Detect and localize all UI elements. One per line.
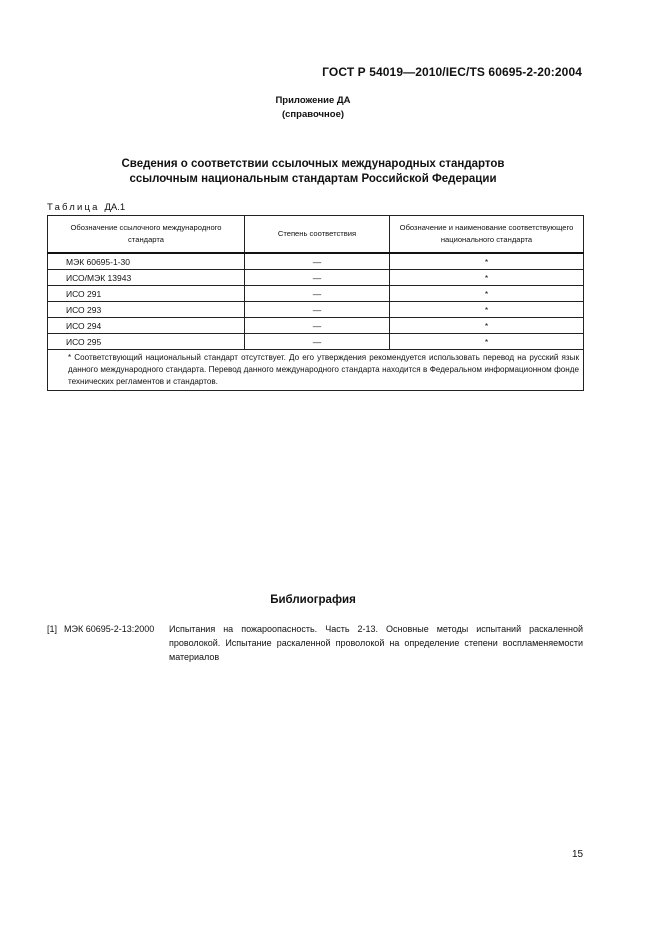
cell-degree: — [245, 318, 390, 334]
section-title-line-1: Сведения о соответствии ссылочных международных стандартов [121, 158, 505, 170]
cell-national: * [390, 286, 584, 302]
cell-standard: МЭК 60695-1-30 [48, 253, 245, 270]
appendix-title: Приложение ДА [275, 95, 351, 106]
table-row [48, 334, 584, 350]
cell-standard: ИСО 293 [48, 302, 245, 318]
correspondence-table [47, 215, 584, 391]
header-international-standard: Обозначение ссылочного международного стандарта [48, 216, 245, 254]
page-number: 15 [572, 849, 584, 860]
table-note-row [48, 350, 584, 391]
table-footnote-text: * Соответствующий национальный стандарт отсутствует. До его утверждения рекомендуется использовать перевод на русский язык данного международного стандарта. Перевод данного международного стандарта находится в Федеральном информационном фонде технических регламентов и стандартов. [68, 353, 579, 386]
cell-degree: — [245, 302, 390, 318]
cell-standard: ИСО 294 [48, 318, 245, 334]
standard-code-header: ГОСТ Р 54019—2010/IEC/TS 60695-2-20:2004 [322, 65, 582, 79]
cell-standard: ИСО 295 [48, 334, 245, 350]
bibliography-ref-code: МЭК 60695-2-13:2000 [64, 624, 155, 634]
cell-degree: — [245, 270, 390, 286]
cell-national: * [390, 253, 584, 270]
section-title [0, 157, 626, 187]
header-national-standard: Обозначение и наименование соответствующего национального стандарта [390, 216, 584, 254]
cell-standard: ИСО 291 [48, 286, 245, 302]
cell-national: * [390, 302, 584, 318]
cell-degree: — [245, 286, 390, 302]
table-row [48, 253, 584, 270]
table-row [48, 286, 584, 302]
table-row [48, 318, 584, 334]
appendix-heading [0, 94, 626, 122]
cell-national: * [390, 270, 584, 286]
cell-national: * [390, 318, 584, 334]
appendix-subtitle: (справочное) [281, 109, 345, 120]
bibliography-ref-number: [1] [47, 624, 58, 634]
cell-standard: ИСО/МЭК 13943 [48, 270, 245, 286]
header-degree: Степень соответствия [245, 216, 390, 254]
table-caption-label: Таблица [47, 202, 100, 213]
table-row [48, 270, 584, 286]
table-caption [47, 202, 125, 213]
bibliography-ref-text: Испытания на пожароопасность. Часть 2-13. Основные методы испытаний раскаленной проволокой. Испытание раскаленной проволокой на определение степени воспламеняемости материалов [169, 624, 583, 662]
table-footnote [48, 350, 584, 391]
section-title-line-2: ссылочным национальным стандартам Российской Федерации [129, 173, 497, 185]
table-row [48, 302, 584, 318]
cell-national: * [390, 334, 584, 350]
cell-degree: — [245, 334, 390, 350]
table-header-row [48, 216, 584, 254]
cell-degree: — [245, 253, 390, 270]
table-caption-number: ДА.1 [104, 202, 126, 213]
bibliography-title: Библиография [270, 594, 356, 606]
